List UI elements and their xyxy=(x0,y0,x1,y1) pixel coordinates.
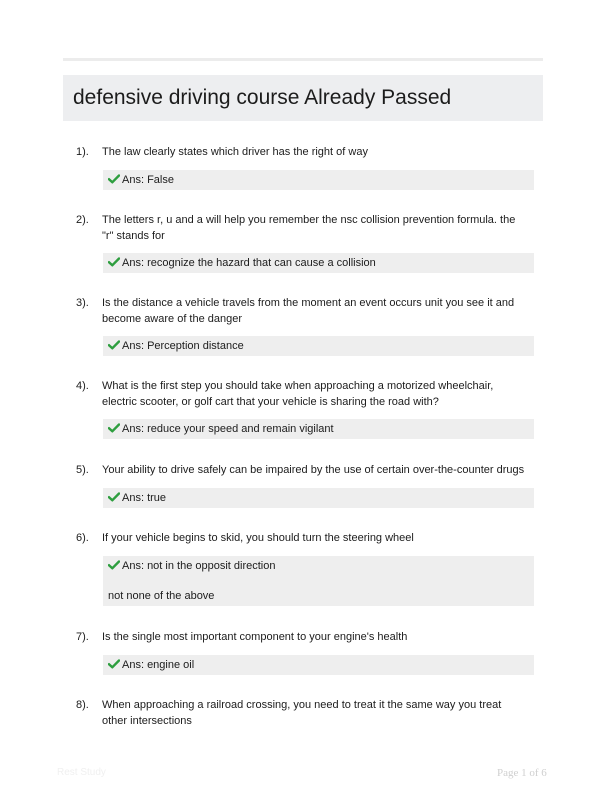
question-3 xyxy=(0,295,606,357)
answer-text: Ans: engine oil xyxy=(122,659,195,671)
answer-box xyxy=(103,253,534,273)
question-number: 7). xyxy=(76,631,89,643)
question-text: What is the first step you should take when approaching a motorized wheelchair, electric scooter, or golf cart that your vehicle is sharing the road with? xyxy=(102,380,494,408)
answer-box xyxy=(103,419,534,439)
answer-extra-text: not none of the above xyxy=(108,590,215,602)
answer-text: Ans: False xyxy=(122,174,174,186)
page-number: Page 1 of 6 xyxy=(497,767,547,779)
question-4 xyxy=(0,378,606,440)
answer-line xyxy=(103,253,376,273)
question-text: Is the single most important component to your engine's health xyxy=(102,631,408,643)
answer-box xyxy=(103,170,534,190)
answer-box xyxy=(103,336,534,356)
answer-line xyxy=(103,336,244,356)
checkmark-icon xyxy=(108,257,120,267)
question-number: 1). xyxy=(76,146,89,158)
checkmark-icon xyxy=(108,174,120,184)
question-number: 8). xyxy=(76,699,89,711)
answer-text: Ans: reduce your speed and remain vigilant xyxy=(122,423,334,435)
answer-extra-line xyxy=(108,586,214,606)
top-rule xyxy=(63,58,543,61)
question-2 xyxy=(0,212,606,274)
checkmark-icon xyxy=(108,659,120,669)
question-text: The law clearly states which driver has the right of way xyxy=(102,146,368,158)
answer-text: Ans: not in the opposit direction xyxy=(122,560,276,572)
question-5 xyxy=(0,462,606,508)
question-number: 6). xyxy=(76,532,89,544)
answer-text: Ans: true xyxy=(122,492,167,504)
answer-line xyxy=(103,419,334,439)
answer-line xyxy=(103,655,194,675)
question-number: 5). xyxy=(76,464,89,476)
question-8 xyxy=(0,697,606,731)
title-bar xyxy=(63,75,543,121)
question-text: If your vehicle begins to skid, you should turn the steering wheel xyxy=(102,532,414,544)
answer-box xyxy=(103,488,534,508)
checkmark-icon xyxy=(108,423,120,433)
answer-text: Ans: Perception distance xyxy=(122,340,244,352)
question-number: 4). xyxy=(76,380,89,392)
checkmark-icon xyxy=(108,340,120,350)
answer-box xyxy=(103,655,534,675)
footer-watermark: Rest Study xyxy=(57,767,106,778)
checkmark-icon xyxy=(108,492,120,502)
question-text: The letters r, u and a will help you remember the nsc collision prevention formula. the "r" stands for xyxy=(102,214,516,242)
question-6 xyxy=(0,530,606,606)
question-1 xyxy=(0,144,606,190)
question-text: Your ability to drive safely can be impaired by the use of certain over-the-counter drugs xyxy=(102,464,525,476)
question-7 xyxy=(0,629,606,675)
question-text: Is the distance a vehicle travels from the moment an event occurs unit you see it and become aware of the danger xyxy=(102,297,515,325)
question-number: 2). xyxy=(76,214,89,226)
question-number: 3). xyxy=(76,297,89,309)
answer-text: Ans: recognize the hazard that can cause a collision xyxy=(122,257,376,269)
question-text: When approaching a railroad crossing, you need to treat it the same way you treat other intersections xyxy=(102,699,502,727)
answer-line xyxy=(103,556,275,576)
answer-box xyxy=(103,556,534,606)
answer-line xyxy=(103,170,174,190)
checkmark-icon xyxy=(108,560,120,570)
answer-line xyxy=(103,488,166,508)
page-title: defensive driving course Already Passed xyxy=(73,86,452,109)
